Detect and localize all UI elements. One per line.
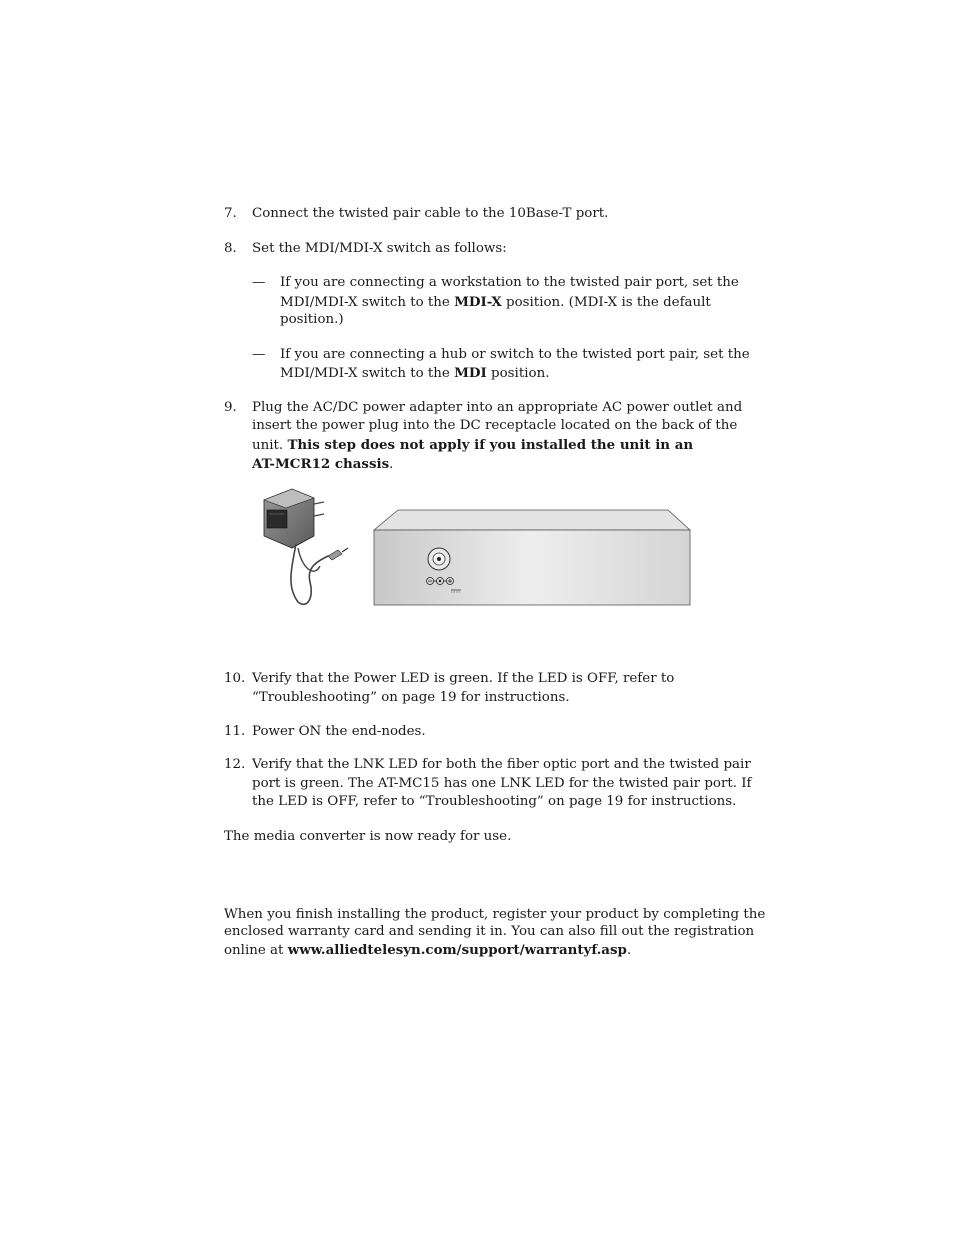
chassis-bold: AT-MCR12 chassis <box>252 456 390 472</box>
registration-line-1: When you finish installing the product, register your product by completing the <box>224 907 766 922</box>
registration-line-2: enclosed warranty card and sending it in. You can also fill out the registration <box>224 924 755 939</box>
step-7-text: Connect the twisted pair cable to the 10Base-T port. <box>252 206 609 221</box>
step-8-text: Set the MDI/MDI-X switch as follows: <box>252 241 507 256</box>
warranty-url[interactable]: www.alliedtelesyn.com/support/warrantyf.asp <box>287 942 627 958</box>
bullet-1-line-1: If you are connecting a workstation to the twisted pair port, set the <box>280 275 739 290</box>
step-9-line-3 <box>252 436 693 456</box>
bullet-1-line-2-post: position. (MDI-X is the default <box>501 295 711 310</box>
step-number: 10. <box>224 671 246 686</box>
step-12-line-1: Verify that the LNK LED for both the fiber optic port and the twisted pair <box>252 757 751 772</box>
mdi-x-bold: MDI-X <box>454 294 502 310</box>
step-number: 12. <box>224 757 246 772</box>
step-9-line-3-pre: unit. <box>252 438 288 453</box>
power-adapter-illustration <box>258 486 698 614</box>
registration-line-3 <box>224 941 631 961</box>
bullet-2-line-1: If you are connecting a hub or switch to the twisted port pair, set the <box>280 347 750 362</box>
step-9-line-4-post: . <box>389 457 394 472</box>
step-12-line-2: port is green. The AT-MC15 has one LNK LED for the twisted pair port. If <box>252 776 752 791</box>
step-11-text: Power ON the end-nodes. <box>252 724 426 739</box>
step-number: 8. <box>224 241 237 256</box>
ac-adapter-icon <box>264 489 348 604</box>
step-number: 9. <box>224 400 237 415</box>
registration-line-3-pre: online at <box>224 943 288 958</box>
bullet-2-line-2-pre: MDI/MDI-X switch to the <box>280 366 455 381</box>
ready-text: The media converter is now ready for use. <box>224 829 512 844</box>
step-9-bold-note: This step does not apply if you installed the unit in an <box>287 437 694 453</box>
dc-power-jack-icon <box>428 548 450 570</box>
step-number: 11. <box>224 724 246 739</box>
mdi-bold: MDI <box>454 365 487 381</box>
step-10-line-1: Verify that the Power LED is green. If the LED is OFF, refer to <box>252 671 675 686</box>
step-9-line-4 <box>252 455 393 475</box>
step-number: 7. <box>224 206 237 221</box>
bullet-1-line-3: position.) <box>280 312 344 327</box>
media-converter-back-panel <box>374 510 690 605</box>
bullet-1-line-2-pre: MDI/MDI-X switch to the <box>280 295 455 310</box>
step-9-line-1: Plug the AC/DC power adapter into an appropriate AC power outlet and <box>252 400 743 415</box>
dash-bullet: — <box>252 347 266 362</box>
step-9-line-2: insert the power plug into the DC receptacle located on the back of the <box>252 418 738 433</box>
bullet-2-line-2-post: position. <box>486 366 550 381</box>
bullet-1-line-2 <box>280 293 711 313</box>
step-10-line-2: “Troubleshooting” on page 19 for instructions. <box>252 690 570 705</box>
bullet-2-line-2 <box>280 364 549 384</box>
step-12-line-3: the LED is OFF, refer to “Troubleshooting” on page 19 for instructions. <box>252 794 737 809</box>
dash-bullet: — <box>252 275 266 290</box>
registration-line-3-post: . <box>626 943 632 958</box>
